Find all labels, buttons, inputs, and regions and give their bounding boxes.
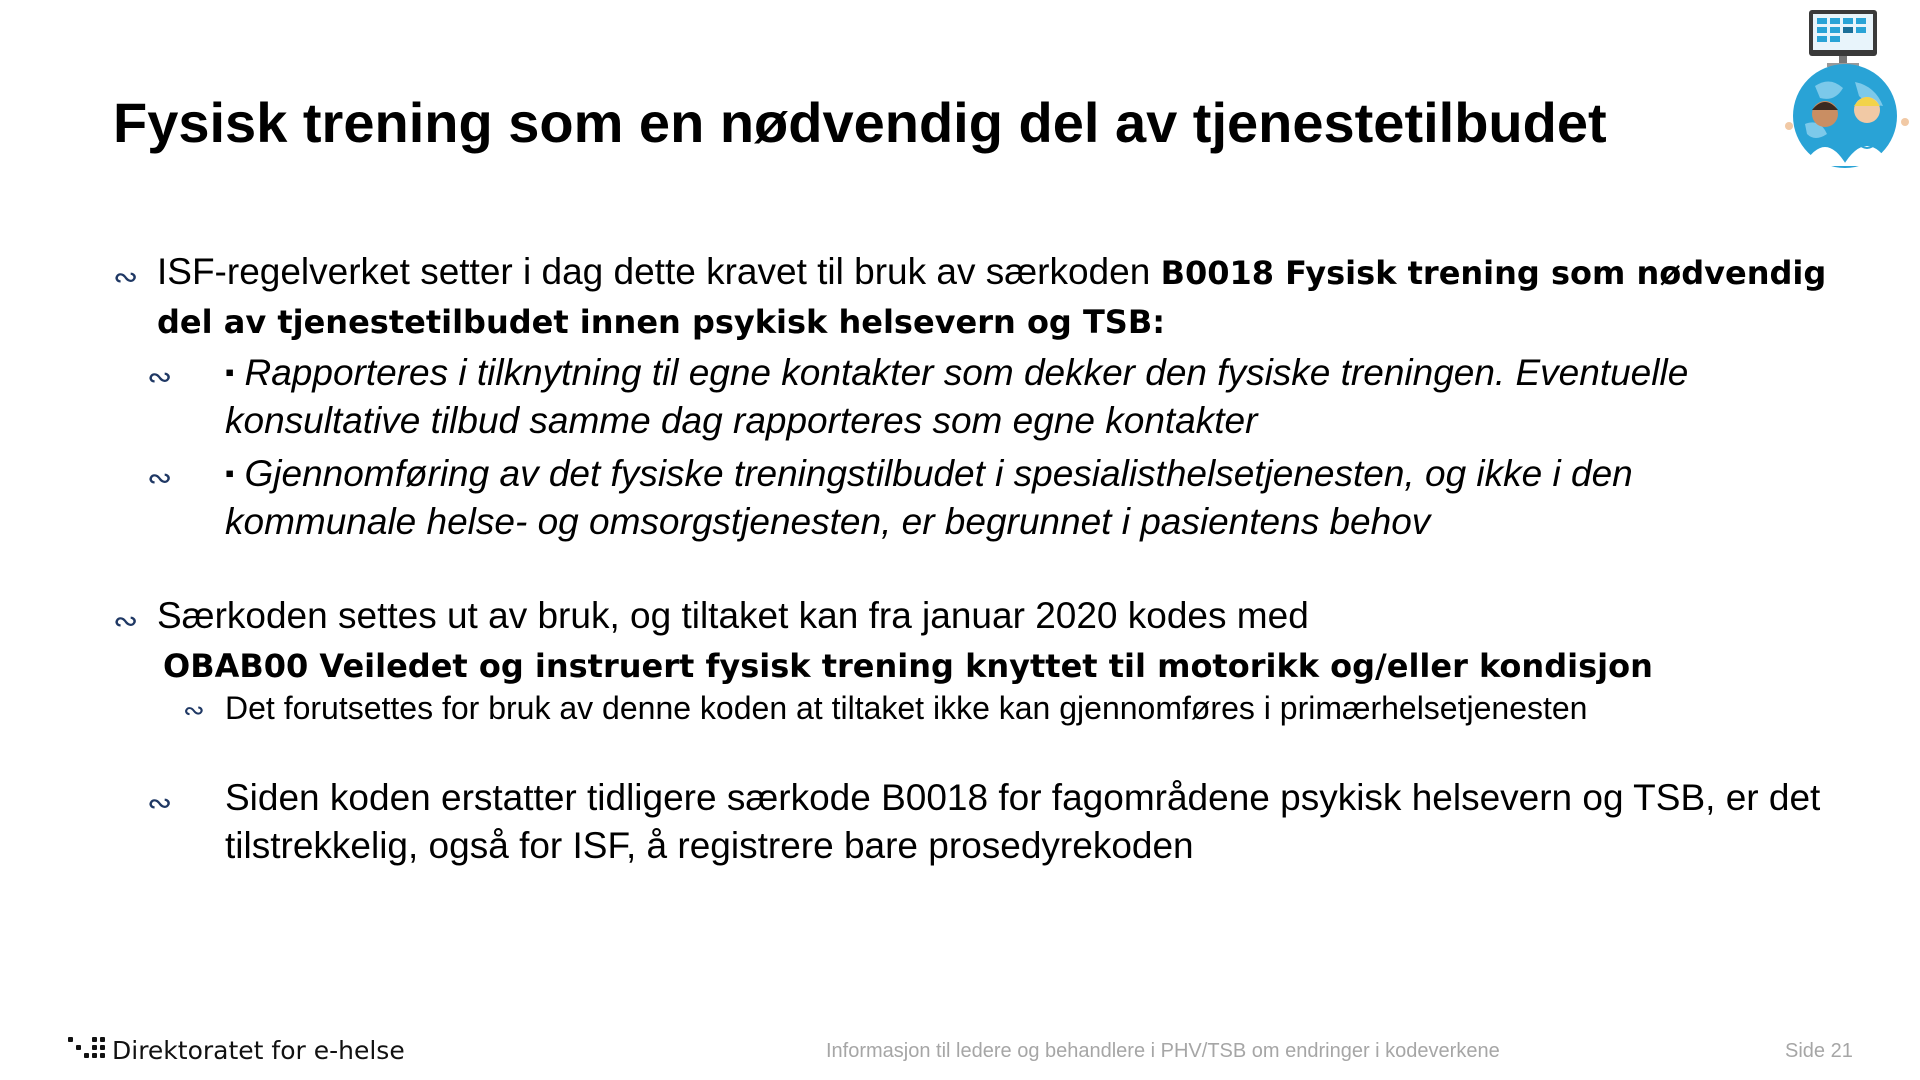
page-number: Side 21 [1785, 1040, 1853, 1062]
subbullet-reporting [147, 348, 1833, 445]
subbullet-text: Gjennomføring av det fysiske treningstilbudet i spesialisthelsetjenesten, og ikke i den kommunale helse- og omsorgstjenesten, er begrunnet i pasientens behov [225, 453, 1633, 542]
bullet-replaces-code [147, 774, 1833, 870]
bullet-marker-icon: ∾ [147, 786, 173, 821]
bullet-text: ISF-regelverket setter i dag dette kravet til bruk av særkoden [157, 251, 1161, 292]
square-marker-icon: ▪ [225, 458, 235, 488]
colon: : [1152, 303, 1166, 341]
org-name: Direktoratet for e-helse [112, 1036, 405, 1065]
subbullet-text: Rapporteres i tilknytning til egne kontakter som dekker den fysiske treningen. Eventuelle konsultative tilbud samme dag rapporteres som egne kontakter [225, 352, 1689, 441]
code-b0018: B0018 Fysisk trening som nødvendig del av tjenestetilbudet innen psykisk helsevern og TSB [157, 254, 1827, 341]
bullet-marker-icon: ∾ [113, 604, 139, 639]
bullet-marker-icon: ∾ [113, 260, 139, 295]
bullet-isf-requirement [113, 248, 1833, 346]
footer-info: Informasjon til ledere og behandlere i PHV/TSB om endringer i kodeverkene [826, 1040, 1500, 1062]
dots-logo-icon [68, 1037, 106, 1065]
org-logo [68, 1036, 405, 1065]
bullet-code-retired [113, 592, 1833, 640]
subbullet-primary-care [183, 688, 1833, 728]
subbullet-implementation [147, 449, 1833, 546]
subbullet-text: Det forutsettes for bruk av denne koden at tiltaket ikke kan gjennomføres i primærhelsetjenesten [225, 690, 1588, 726]
code-obab00: OBAB00 Veiledet og instruert fysisk trening knyttet til motorikk og/eller kondisjon [163, 647, 1653, 685]
bullet-marker-icon: ∾ [147, 461, 173, 496]
square-marker-icon: ▪ [225, 357, 235, 387]
bullet-marker-icon: ∾ [183, 696, 205, 726]
slide-body [113, 248, 1833, 870]
bullet-marker-icon: ∾ [147, 360, 173, 395]
bullet-text: Særkoden settes ut av bruk, og tiltaket kan fra januar 2020 kodes med [157, 595, 1309, 636]
bullet-text: Siden koden erstatter tidligere særkode B0018 for fagområdene psykisk helsevern og TSB, er det tilstrekkelig, også for ISF, å registrere bare prosedyrekoden [225, 777, 1821, 866]
slide-title: Fysisk trening som en nødvendig del av tjenestetilbudet [113, 91, 1607, 154]
doctors-globe-icon [1775, 6, 1915, 171]
